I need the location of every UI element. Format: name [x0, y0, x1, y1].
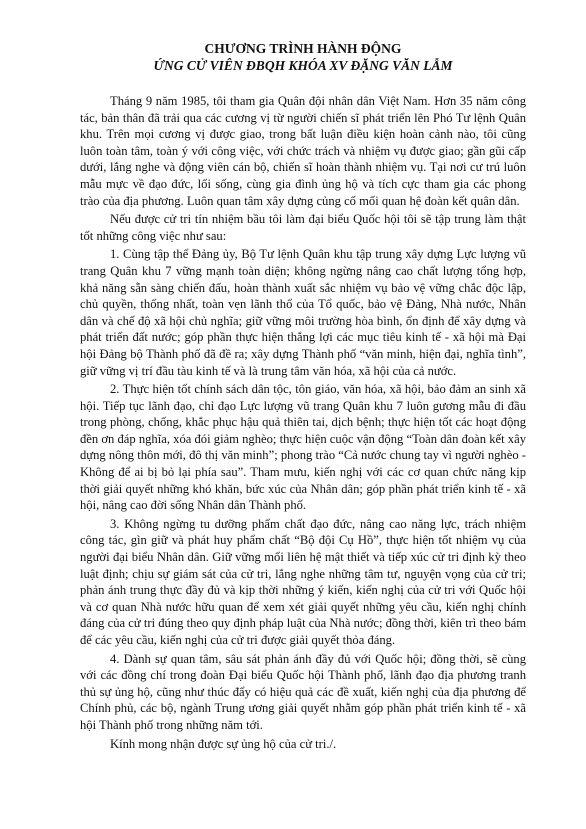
document-subtitle: ỨNG CỬ VIÊN ĐBQH KHÓA XV ĐẶNG VĂN LẪM — [153, 58, 453, 73]
document-title: CHƯƠNG TRÌNH HÀNH ĐỘNG — [204, 41, 402, 56]
paragraph-item-2: 2. Thực hiện tốt chính sách dân tộc, tôn giáo, văn hóa, xã hội, bảo đảm an sinh xã hội. Tiếp tục lãnh đạo, chỉ đạo Lực lượng vũ trang Quân khu 7 luôn gương mẫu đi đầu trong phòng, chống, khắc phục hậu quả thiên tai, dịch bệnh; thực hiện tốt các hoạt động đền ơn đáp nghĩa, xóa đói giảm nghèo; thực hiện cuộc vận động “Toàn dân đoàn kết xây dựng nông thôn mới, đô thị văn minh”; phong trào “Cả nước chung tay vì người nghèo - Không để ai bị bỏ lại phía sau”. Tham mưu, kiến nghị với các cơ quan chức năng kịp thời giải quyết những khó khăn, bức xúc của Nhân dân; góp phần phát triển kinh tế - xã hội, nâng cao đời sống Nhân dân Thành phố. — [80, 382, 526, 513]
paragraph-intro: Tháng 9 năm 1985, tôi tham gia Quân đội nhân dân Việt Nam. Hơn 35 năm công tác, bản thân đã trải qua các cương vị từ người chiến sĩ phát triển lên Phó Tư lệnh Quân khu. Trên mọi cương vị được giao, trong bất luận điều kiện hoàn cảnh nào, tôi cũng luôn toàn tâm, toàn ý với công việc, với chức trách và nhiệm vụ được giao; gần gũi cấp dưới, lắng nghe và động viên cán bộ, chiến sĩ hoàn thành nhiệm vụ. Tại nơi cư trú luôn mẫu mực về đạo đức, lối sống, cùng gia đình ủng hộ và tích cực tham gia các phong trào của địa phương. Luôn quan tâm xây dựng củng cố mối quan hệ đoàn kết quân dân. — [80, 94, 526, 208]
paragraph-commitment: Nếu được cử tri tín nhiệm bầu tôi làm đại biểu Quốc hội tôi sẽ tập trung làm thật tốt những công việc như sau: — [80, 212, 526, 243]
paragraph-closing: Kính mong nhận được sự ủng hộ của cử tri./. — [110, 736, 337, 751]
paragraph-item-4: 4. Dành sự quan tâm, sâu sát phản ánh đầy đủ với Quốc hội; đồng thời, sẽ cùng với các đồng chí trong đoàn Đại biểu Quốc hội Thành phố, lãnh đạo địa phương tranh thủ sự ủng hộ, cũng như thúc đẩy có hiệu quả các đề xuất, kiến nghị của địa phương để Chính phủ, các bộ, ngành Trung ương giải quyết nhằm góp phần phát triển kinh tế - xã hội Thành phố trong những năm tới. — [80, 651, 526, 732]
paragraph-item-3: 3. Không ngừng tu dưỡng phẩm chất đạo đức, nâng cao năng lực, trách nhiệm công tác, gìn giữ và phát huy phẩm chất “Bộ đội Cụ Hồ”, thực hiện tốt nhiệm vụ của người đại biểu Nhân dân. Giữ vững mối liên hệ mật thiết và tiếp xúc cử tri định kỳ theo luật định; chịu sự giám sát của cử tri, lắng nghe những tâm tư, nguyện vọng của cử tri; phản ánh trung thực đầy đủ và kịp thời những ý kiến, kiến nghị của cử tri với Quốc hội và cơ quan Nhà nước hữu quan để xem xét giải quyết những yêu cầu, kiến nghị chính đáng của cử tri đúng theo quy định pháp luật của Nhà nước; đồng thời, kiên trì theo bám để các yêu cầu, kiến nghị của cử tri được giải quyết thỏa đáng. — [80, 516, 526, 647]
paragraph-item-1: 1. Cùng tập thể Đảng ủy, Bộ Tư lệnh Quân khu tập trung xây dựng Lực lượng vũ trang Quân khu 7 vững mạnh toàn diện; không ngừng nâng cao chất lượng tổng hợp, khả năng sẵn sàng chiến đấu, hoàn thành xuất sắc nhiệm vụ bảo vệ vững chắc độc lập, chủ quyền, thống nhất, toàn vẹn lãnh thổ của Tổ quốc, bảo vệ Đảng, Nhà nước, Nhân dân và chế độ xã hội chủ nghĩa; giữ vững môi trường hòa bình, ổn định để xây dựng và phát triển đất nước; góp phần thực hiện thắng lợi các mục tiêu kinh tế - xã hội mà Đại hội Đảng bộ Thành phố đã đề ra; xây dựng Thành phố “văn minh, hiện đại, nghĩa tình”, giữ vững vị trí đầu tàu kinh tế và là trung tâm văn hóa, xã hội của cả nước. — [80, 247, 526, 378]
